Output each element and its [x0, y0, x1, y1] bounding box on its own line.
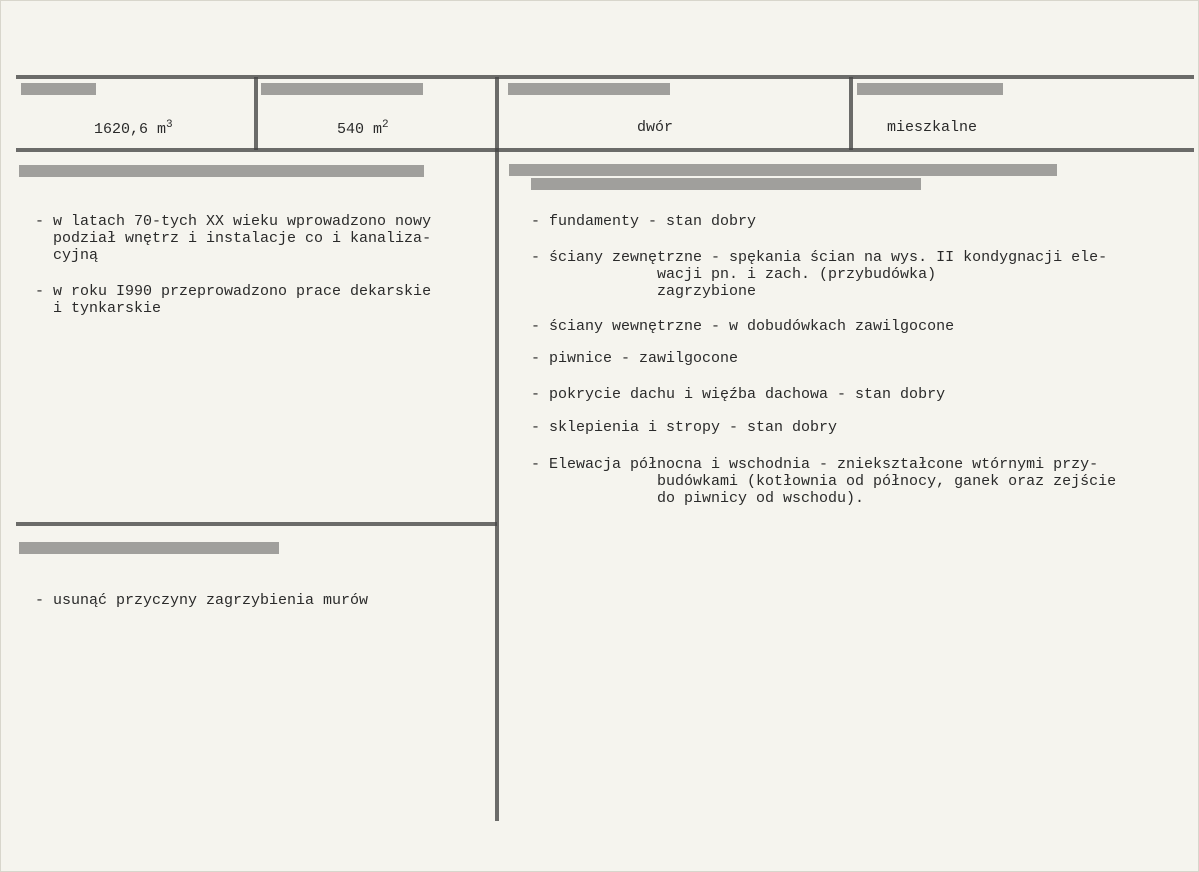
condition-item: - sklepienia i stropy - stan dobry [531, 419, 838, 436]
field-header-current-use [857, 83, 1003, 95]
condition-item: - ściany zewnętrzne - spękania ścian na wys. II kondygnacji ele- wacji pn. i zach. (przybudówka) zagrzybione [531, 249, 1108, 300]
top-rule [16, 75, 1194, 79]
works-item: - w roku I990 przeprowadzono prace dekarskie i tynkarskie [35, 283, 432, 317]
condition-item: - piwnice - zawilgocone [531, 350, 739, 367]
current-use-value: mieszkalne [887, 119, 978, 136]
field-header-original-function [508, 83, 670, 95]
header-divider-1 [254, 77, 258, 150]
works-item: - w latach 70-tych XX wieku wprowadzono nowy podział wnętrz i instalacje co i kanaliza- cyjną [35, 213, 432, 264]
field-header-condition-line1 [509, 164, 1057, 176]
header-divider-3 [849, 77, 853, 150]
condition-item: - Elewacja północna i wschodnia - zniekształcone wtórnymi przy- budówkami (kotłownia od północy, ganek oraz zejście do piwnicy od wschodu). [531, 456, 1117, 507]
field-header-usable-area [261, 83, 423, 95]
condition-item: - pokrycie dachu i więźba dachowa - stan dobry [531, 386, 946, 403]
field-header-condition-line2 [531, 178, 921, 190]
usable-area-value: 540 $m^2$ [337, 119, 389, 138]
field-header-works-history [19, 165, 424, 177]
condition-item: - fundamenty - stan dobry [531, 213, 757, 230]
field-header-conservation-needs [19, 542, 279, 554]
field-header-cubature [21, 83, 96, 95]
cubature-value: 1620,6 $m^3$ [94, 119, 173, 138]
header-row-bottom-rule [16, 148, 1194, 152]
condition-item: - ściany wewnętrzne - w dobudówkach zawilgocone [531, 318, 955, 335]
original-function-value: dwór [637, 119, 674, 136]
conservation-need-item: - usunąć przyczyny zagrzybienia murów [35, 592, 369, 609]
main-column-divider [495, 77, 499, 821]
left-section-divider [16, 522, 497, 526]
